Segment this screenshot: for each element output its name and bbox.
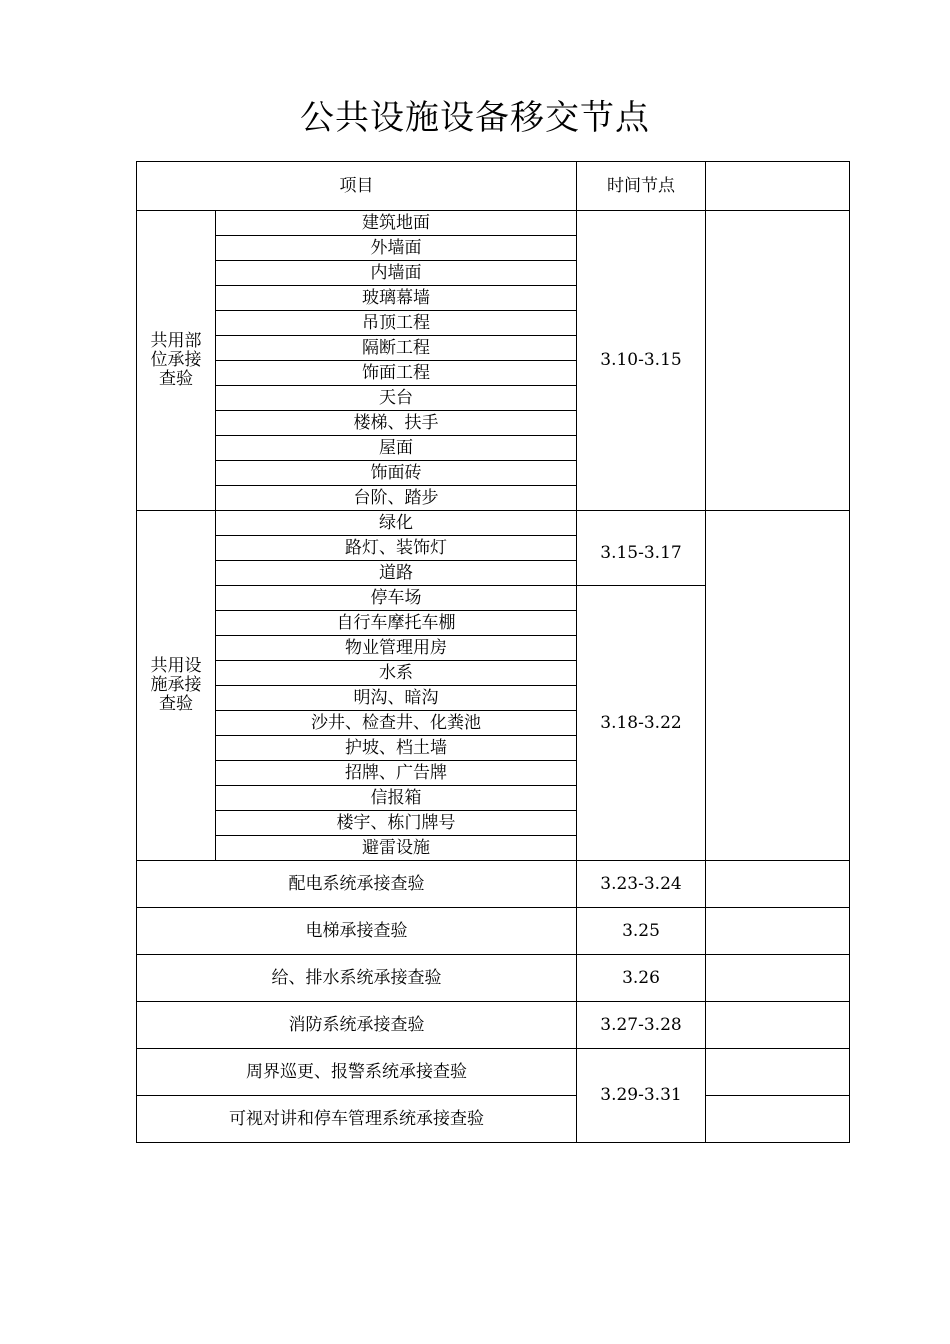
- table-row: 护坡、档土墙: [216, 736, 577, 761]
- system-time-water: 3.26: [577, 955, 706, 1002]
- system-row-perimeter: 周界巡更、报警系统承接查验: [137, 1049, 577, 1096]
- table-row: 吊顶工程: [216, 311, 577, 336]
- time-range-group1: 3.10-3.15: [577, 211, 706, 511]
- system-row-intercom-parking: 可视对讲和停车管理系统承接查验: [137, 1096, 577, 1143]
- table-row: 饰面工程: [216, 361, 577, 386]
- table-row: 台阶、踏步: [216, 486, 577, 511]
- handover-schedule-table: [136, 161, 850, 1143]
- table-row: 绿化: [216, 511, 577, 536]
- table-row: 楼梯、扶手: [216, 411, 577, 436]
- table-row: 内墙面: [216, 261, 577, 286]
- time-range-group2a: 3.15-3.17: [577, 511, 706, 586]
- table-row: 避雷设施: [216, 836, 577, 861]
- group-label-shared-facilities: 共用设 施承接 查验: [137, 511, 216, 861]
- system-row-water: 给、排水系统承接查验: [137, 955, 577, 1002]
- table-row: 玻璃幕墙: [216, 286, 577, 311]
- table-row: 外墙面: [216, 236, 577, 261]
- table-row: 水系: [216, 661, 577, 686]
- table-row: 信报箱: [216, 786, 577, 811]
- table-row: 路灯、装饰灯: [216, 536, 577, 561]
- system-time-perimeter: 3.29-3.31: [577, 1049, 706, 1143]
- table-row: 道路: [216, 561, 577, 586]
- system-time-power: 3.23-3.24: [577, 861, 706, 908]
- extra-cell: [706, 1002, 850, 1049]
- extra-cell: [706, 861, 850, 908]
- system-time-elevator: 3.25: [577, 908, 706, 955]
- system-row-fire: 消防系统承接查验: [137, 1002, 577, 1049]
- time-range-group2b: 3.18-3.22: [577, 586, 706, 861]
- table-row: 招牌、广告牌: [216, 761, 577, 786]
- system-row-elevator: 电梯承接查验: [137, 908, 577, 955]
- table-row: 物业管理用房: [216, 636, 577, 661]
- header-item: 项目: [137, 162, 577, 211]
- table-row: 建筑地面: [216, 211, 577, 236]
- extra-cell: [706, 1049, 850, 1096]
- table-row: 隔断工程: [216, 336, 577, 361]
- group-label-shared-parts: 共用部 位承接 查验: [137, 211, 216, 511]
- table-row: 明沟、暗沟: [216, 686, 577, 711]
- system-time-fire: 3.27-3.28: [577, 1002, 706, 1049]
- table-row: 沙井、检查井、化粪池: [216, 711, 577, 736]
- table-row: 屋面: [216, 436, 577, 461]
- header-extra: [706, 162, 850, 211]
- extra-cell: [706, 908, 850, 955]
- table-row: 楼宇、栋门牌号: [216, 811, 577, 836]
- extra-cell: [706, 211, 850, 511]
- table-row: 自行车摩托车棚: [216, 611, 577, 636]
- extra-cell: [706, 955, 850, 1002]
- table-row: 饰面砖: [216, 461, 577, 486]
- table-row: 天台: [216, 386, 577, 411]
- header-time: 时间节点: [577, 162, 706, 211]
- document-title: 公共设施设备移交节点: [300, 98, 650, 138]
- extra-cell: [706, 511, 850, 861]
- table-row: 停车场: [216, 586, 577, 611]
- system-row-power: 配电系统承接查验: [137, 861, 577, 908]
- extra-cell: [706, 1096, 850, 1143]
